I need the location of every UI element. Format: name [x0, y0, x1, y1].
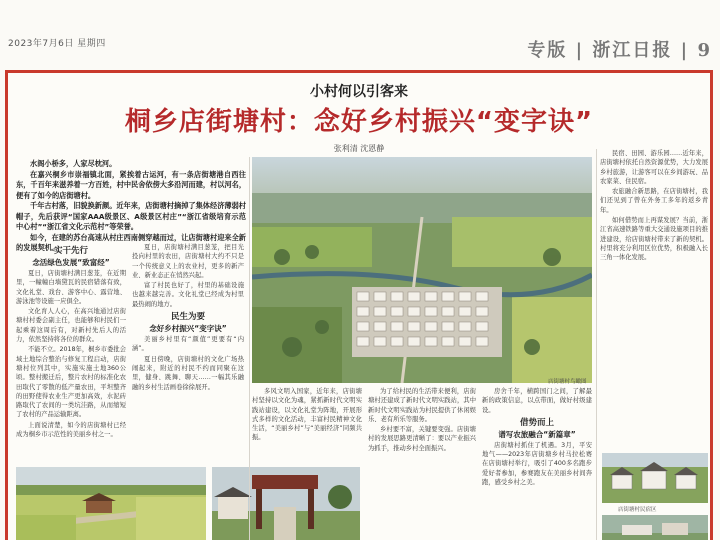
text-column-5: [482, 387, 592, 537]
body-paragraph: 夏日，店街塘村满目葱茏，在近期里，一幢幢白墙黛瓦的民宿错落有致，文化礼堂、戏台、游客中心、露营地、游泳池等设施一应俱全。: [16, 270, 126, 305]
section-heading: [132, 312, 244, 334]
bottom-left-photo-fields: [16, 467, 206, 540]
section-heading: [482, 418, 592, 440]
body-paragraph: 不能不立。2018年，桐乡市委批会域土地综合整治与修复工程启动，店街塘村位列其中，实施实施土地360公顷。整村搬迁后，整片农村的标准化农田取代了零散的低产量农田，平坦整齐的田野使得农业生产更加高效，水泥砖路取代了农间的一类坑洼路，从而缩短了农村的产品运输距离。: [16, 346, 126, 419]
body-paragraph: 文化育人人心，在高兴地通过店街塘村村委会副主任，也能够和村民们一起乘着这周后有，对新村先后人的活力，依然坚持将各位的群众。: [16, 308, 126, 344]
bottom-middle-photo-gate: [212, 467, 360, 540]
body-paragraph: 店街塘村抓住了机遇。3月，平安地气——2023年店街塘乡村马拉松赛在店街塘村举行，吸引了400多名跑步爱好者参加，参赛跑友在美丽乡村间奔跑，感受乡村之美。: [482, 441, 592, 487]
right-photo-caption: 店街塘村民宿区: [618, 507, 657, 513]
lead-paragraph: 千年古村落，旧貌换新颜。近年来，店街塘村摘掉了集体经济薄弱村帽子，先后获评“国家AAA级景区、A级景区村庄”“浙江省级培育示范中心村”“浙江省文化示范村”等荣誉。: [16, 201, 246, 231]
body-paragraph: 房舍千年，横跨国门之间，了解最新的政策信息，以点带面，做好村级建设。: [482, 388, 592, 414]
section1-title: 实干先行: [53, 246, 88, 256]
headline: 桐乡店街塘村：念好乡村振兴“变字诀”: [124, 107, 594, 137]
text-column-4: [368, 387, 476, 537]
byline: 张利清 沈恩静: [333, 144, 385, 153]
section2-title: 民生为要: [170, 312, 205, 323]
column-divider: [596, 149, 597, 540]
body-paragraph: 美丽乡村里有“颜值”更要有“内涵”。: [132, 336, 244, 353]
body-paragraph: 夏日傍晚，店街塘村的文化广场热闹起来，附近的村民不约而同聚在这里，健身、跳舞、聊天……一幅其乐融融的乡村生活画卷徐徐展开。: [132, 355, 244, 391]
section-heading: [16, 246, 126, 268]
section-title: 专版 | 浙江日报 | 9: [527, 40, 712, 61]
lead-paragraph: 水阁小桥多，人家尽枕河。: [30, 159, 117, 168]
body-paragraph: 农旅融合新思路，在店街塘村，我们还见到了曾在外务工多年的返乡青年。: [600, 188, 708, 214]
article-frame: [5, 70, 713, 540]
column-divider: [249, 157, 250, 540]
text-column-1: [16, 243, 126, 463]
section2-subtitle: 念好乡村振兴“变字诀”: [149, 324, 227, 334]
bottom-right-photo: [602, 515, 708, 540]
main-aerial-photo: [252, 157, 592, 383]
section3-subtitle: 谱写农旅融合“新篇章”: [498, 429, 576, 439]
right-photo-houses: [602, 453, 708, 503]
kicker: 小村何以引客来: [310, 84, 408, 100]
text-column-3: [252, 387, 362, 467]
body-paragraph: 乡村要不富，关键要变强。店街塘村的发展思路更清晰了：要以产业振兴为抓手，推动乡村全面振兴。: [368, 426, 476, 452]
body-paragraph: 多风文明入国家，近年来，店街塘村坚持以文化为魂，紧抓新时代文明实践站建设，以文化礼堂为阵地，开展形式多样的文化活动，丰富村民精神文化生活，“美丽乡村”与“美丽经济”同频共振。: [252, 388, 362, 442]
body-paragraph: 为了给村民的生活带来便利，店街塘村还建成了新时代文明实践站，其中新时代文明实践站为村民提供了休闲娱乐、老有所乐等服务。: [368, 388, 476, 423]
main-photo-caption: 店街塘村鸟瞰图: [548, 379, 587, 385]
body-paragraph: 夏日，店街塘村满目葱茏，把目光投向村里的农田，店街塘村大约不只是一个传统意义上的农业村，更多的新产业、新业态正在悄然兴起。: [132, 244, 244, 279]
body-paragraph: 民宿、田园、游乐园……近年来，店街塘村依托自然资源优势，大力发展乡村旅游，让游客可以在乡间游玩、品农家菜、住民宿。: [600, 150, 708, 185]
section1-subtitle: 念活绿色发展“致富经”: [32, 258, 110, 267]
date-line: 2023年7月6日 星期四: [8, 39, 106, 49]
body-paragraph: 如何借势而上再谋发展？当前，浙江省高速铁路等重大交通设施项目的推进建设，给店街塘村带来了新的契机。村里将充分利用区位优势，积极融入长三角一体化发展。: [600, 217, 708, 262]
body-paragraph: 富了村民也好了，村里的基础设施也越来越完善。文化礼堂已经成为村里最热闹的地方。: [132, 282, 244, 308]
page-header: [0, 0, 720, 68]
lead-paragraph: 在嘉兴桐乡市崇福镇北面，紧挨着古运河，有一条店街塘港自西往东，千百年来滋养着一方百姓，村中民舍依傍大多沿河而建，村以河名，便有了如今的店街塘村。: [16, 169, 247, 200]
lead-paragraph: 如今，在建的苏台高速从村庄西南侧穿越而过，让店街塘村迎来全新的发展契机。: [16, 232, 246, 252]
lead-block: [16, 159, 246, 254]
section3-title: 借势而上: [519, 417, 554, 428]
body-paragraph: 上面说清楚，如今的店街塘村已经成为桐乡市示范性的美丽乡村之一。: [16, 421, 126, 439]
text-column-2: [132, 243, 244, 463]
text-column-6: [600, 149, 708, 449]
